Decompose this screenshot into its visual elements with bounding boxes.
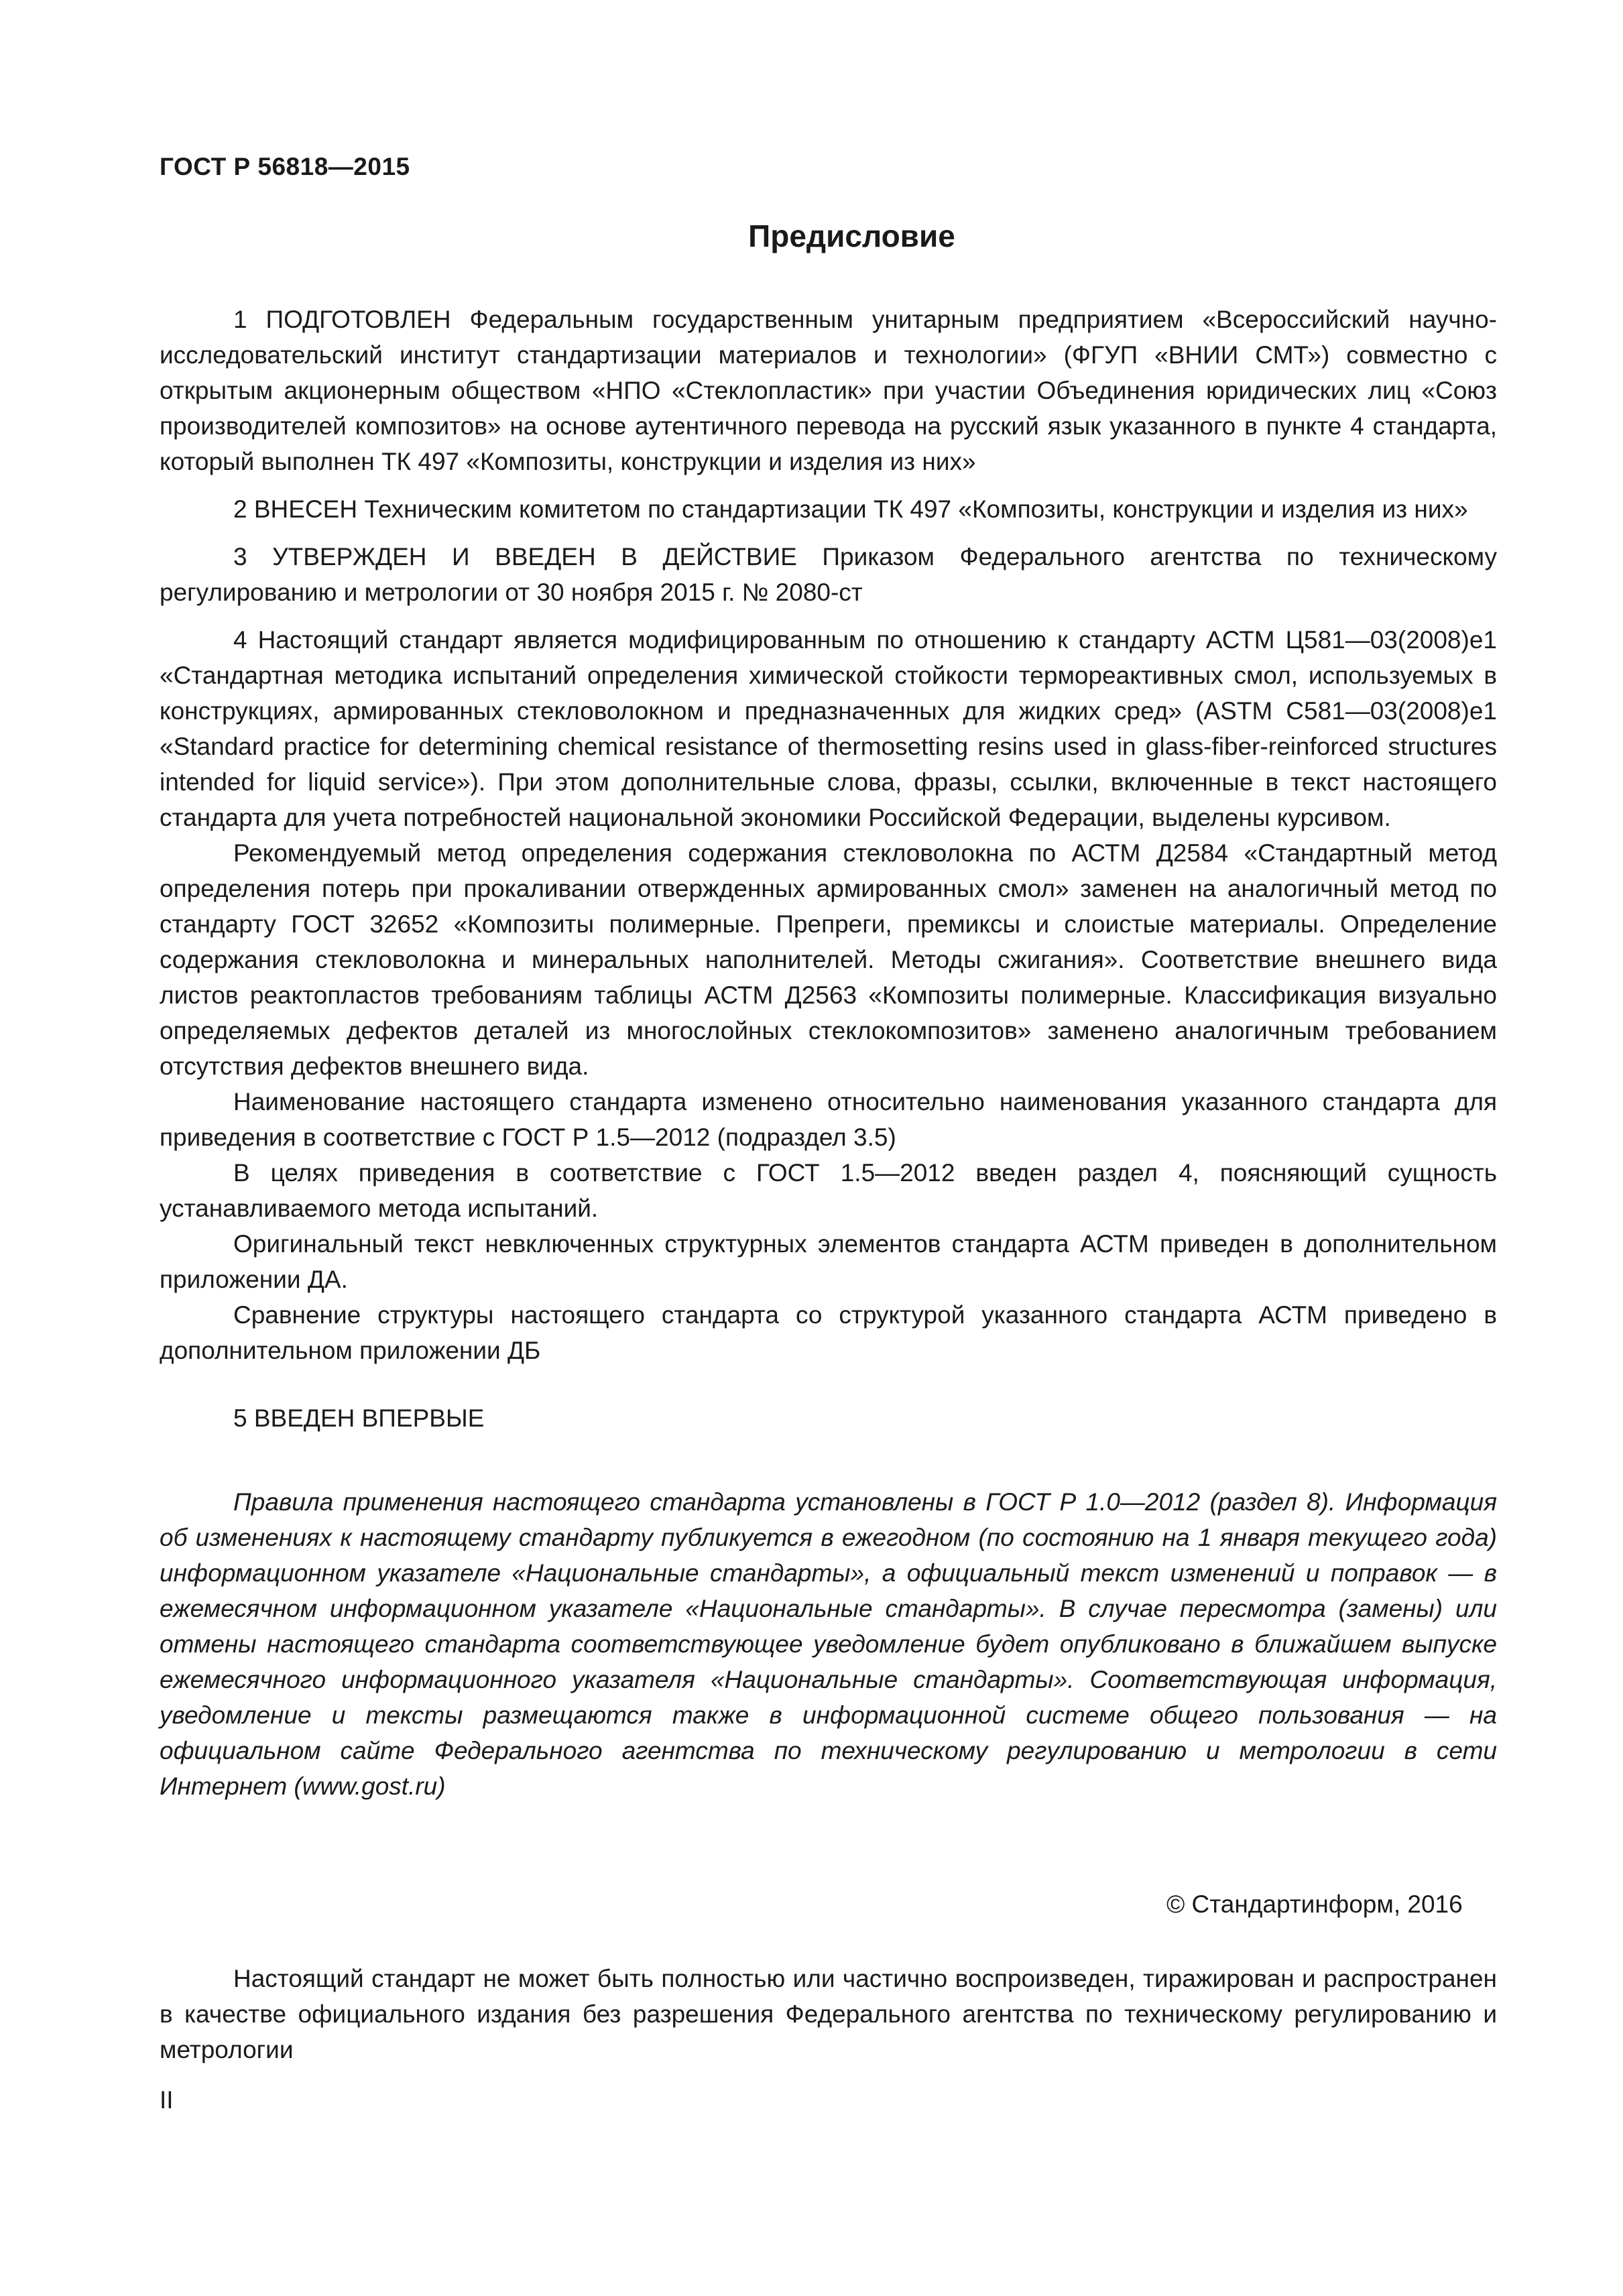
- foreword-body: [160, 302, 1497, 1804]
- notice-text: Настоящий стандарт не может быть полностью или частично воспроизведен, тиражирован и распространен в качестве официального издания без разрешения Федерального агентства по техническому регулированию и метрологии: [160, 1965, 1497, 2063]
- page-title: Предисловие: [748, 219, 955, 253]
- reproduction-notice: [160, 1961, 1497, 2067]
- paragraph-application-rules: Правила применения настоящего стандарта установлены в ГОСТ Р 1.0—2012 (раздел 8). Информация об изменениях к настоящему стандарту публикуется в ежегодном (по состоянию на 1 января текущего года) информационном указателе «Национальные стандарты», а официальный текст изменений и поправок — в ежемесячном информационном указателе «Национальные стандарты». В случае пересмотра (замены) или отмены настоящего стандарта соответствующее уведомление будет опубликовано в ближайшем выпуске ежемесячного информационного указателя «Национальные стандарты». Соответствующая информация, уведомление и тексты размещаются также в информационной системе общего пользования — на официальном сайте Федерального агентства по техническому регулированию и метрологии в сети Интернет (www.gost.ru): [160, 1488, 1497, 1800]
- page-number: II: [160, 2086, 174, 2114]
- paragraph-method: Рекомендуемый метод определения содержания стекловолокна по АСТМ Д2584 «Стандартный метод определения потерь при прокаливании отвержденных армированных смол» заменен на аналогичный метод по стандарту ГОСТ 32652 «Композиты полимерные. Препреги, премиксы и слоистые материалы. Определение содержания стекловолокна и минеральных наполнителей. Методы сжигания». Соответствие внешнего вида листов реактопластов требованиям таблицы АСТМ Д2563 «Композиты полимерные. Классификация визуально определяемых дефектов деталей из многослойных стеклокомпозитов» заменено аналогичным требованием отсутствия дефектов внешнего вида.: [160, 839, 1497, 1080]
- paragraph-first-introduced: 5 ВВЕДЕН ВПЕРВЫЕ: [233, 1404, 485, 1432]
- paragraph-appendix-db: Сравнение структуры настоящего стандарта со структурой указанного стандарта АСТМ приведено в дополнительном приложении ДБ: [160, 1301, 1497, 1364]
- paragraph-introduced: 2 ВНЕСЕН Техническим комитетом по стандартизации ТК 497 «Композиты, конструкции и изделия из них»: [233, 495, 1468, 523]
- paragraph-approved: 3 УТВЕРЖДЕН И ВВЕДЕН В ДЕЙСТВИЕ Приказом Федерального агентства по техническому регулированию и метрологии от 30 ноября 2015 г. № 2080-ст: [160, 543, 1497, 606]
- paragraph-section-4: В целях приведения в соответствие с ГОСТ 1.5—2012 введен раздел 4, поясняющий сущность устанавливаемого метода испытаний.: [160, 1159, 1497, 1222]
- paragraph-modified: 4 Настоящий стандарт является модифицированным по отношению к стандарту АСТМ Ц581—03(2008)е1 «Стандартная методика испытаний определения химической стойкости термореактивных смол, используемых в конструкциях, армированных стекловолокном и предназначенных для жидких сред» (ASTM C581—03(2008)e1 «Standard practice for determining chemical resistance of thermosetting resins used in glass-fiber-reinforced structures intended for liquid service»). При этом дополнительные слова, фразы, ссылки, включенные в текст настоящего стандарта для учета потребностей национальной экономики Российской Федерации, выделены курсивом.: [160, 626, 1497, 831]
- paragraph-appendix-da: Оригинальный текст невключенных структурных элементов стандарта АСТМ приведен в дополнительном приложении ДА.: [160, 1230, 1497, 1293]
- paragraph-prepared: 1 ПОДГОТОВЛЕН Федеральным государственным унитарным предприятием «Всероссийский научно-исследовательский институт стандартизации материалов и технологии» (ФГУП «ВНИИ СМТ») совместно с открытым акционерным обществом «НПО «Стеклопластик» при участии Объединения юридических лиц «Союз производителей композитов» на основе аутентичного перевода на русский язык указанного в пункте 4 стандарта, который выполнен ТК 497 «Композиты, конструкции и изделия из них»: [160, 306, 1497, 475]
- document-code: ГОСТ Р 56818—2015: [160, 153, 410, 180]
- copyright-line: © Стандартинформ, 2016: [1166, 1890, 1463, 1918]
- paragraph-name-change: Наименование настоящего стандарта изменено относительно наименования указанного стандарта для приведения в соответствие с ГОСТ Р 1.5—2012 (подраздел 3.5): [160, 1088, 1497, 1151]
